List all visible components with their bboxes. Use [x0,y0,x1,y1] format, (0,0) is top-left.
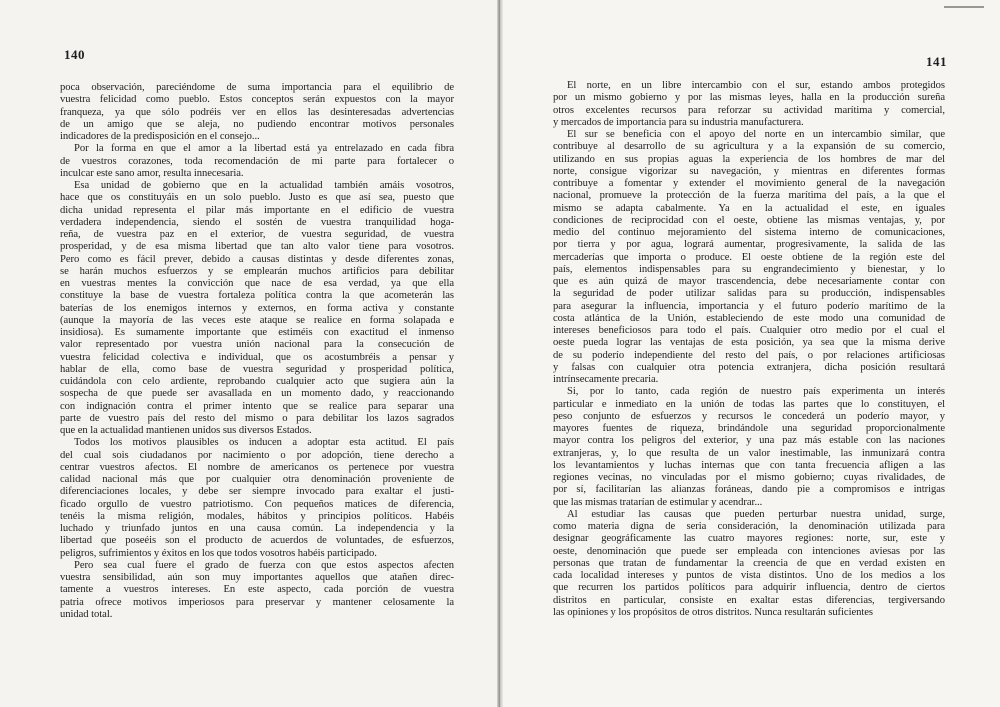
text-line: diferenciaciones locales, y debe ser siempre invocado para exaltar el justi- [60,486,454,498]
left-page-body-text [60,82,454,621]
text-line: insidiosa). Es sumamente importante que estiméis con exactitud el inmenso [60,327,454,338]
paragraph [60,143,454,180]
text-line: vuestra felicidad colectiva e individual, que os acostumbréis a pensar y [60,351,454,363]
text-line: Por la forma en que el amor a la libertad está ya entrelazado en cada fibra [74,143,454,155]
paragraph [60,437,454,560]
text-line: sospecha de que puede ser avasallada en un momento dado, y reaccionando [60,388,454,400]
text-line: norte, consigue vigorizar su navegación, y mientras en diferentes formas [553,165,945,177]
text-line: reña, de vuestra paz en el exterior, de vuestra seguridad, de vuestra [60,229,454,240]
text-line: mayores fuentes de riqueza, brindándole una seguridad proporcionalmente [553,423,945,434]
text-line: Todos los motivos plausibles os inducen a adoptar esta actitud. El país [74,437,454,449]
text-line: inculcar este sano amor, resulta innecesaria. [60,167,244,179]
text-line: Si, por lo tanto, cada región de nuestro país experimenta un interés [567,386,945,398]
paragraph [553,509,945,619]
text-line: peso conjunto de esfuerzos y recursos le concederá un poderío mayor, y [553,410,945,422]
paragraph [553,129,945,386]
text-line: constituye la base de vuestra fortaleza política contra la que acometerán las [60,290,454,302]
text-line: que es aún quizá de mayor trascendencia, debe necesariamente contar con [553,276,945,287]
text-line: extranjeras, y, lo que resulta de un valor inestimable, las inmunizará contra [553,447,945,459]
text-line: parte de vuestro país del resto del mismo o para debilitar los lazos sagrados [60,412,454,424]
text-line: que en la actualidad mantienen unidos sus diversos Estados. [60,425,312,436]
text-line: del cual sois ciudadanos por nacimiento o por adopción, tiene derecho a [60,449,454,461]
text-line: calidad nacional más que por cualquier otra denominación proveniente de [60,474,454,485]
paragraph [553,80,945,129]
text-line: nacional, promueve la protección de la fuerza marítima del país, a la que el [553,190,945,202]
text-line: que las mismas tratarían de estimular y acendrar... [553,496,763,508]
text-line: ficado orgullo de vuestro patriotismo. Con pequeños matices de diferencia, [60,498,454,510]
text-line: El norte, en un libre intercambio con el sur, estando ambos protegidos [567,80,945,91]
text-line: contribuye al desarrollo de su agricultura y a la expansión de su comercio, [553,141,945,153]
text-line: y falsas con cualquier otra potencia extranjera, dicha posición resultará [553,361,945,373]
text-line: distritos en particular, consiste en exaltar estas diferencias, tergiversando [553,594,945,606]
text-line: en vuestras mentes la convicción que nace de esa verdad, ya que ella [60,278,454,289]
text-line: se harán muchos esfuerzos y se emplearán muchos artificios para debilitar [60,265,454,277]
text-line: designar geográficamente las cuatro mayores regiones: norte, sur, este y [553,533,945,545]
text-line: por sí, facilitarían las alianzas foráneas, dando pie a compromisos e intrigas [553,484,945,496]
text-line: personas que tratan de fundamentar la creencia de que en verdad existen en [553,557,945,569]
text-line: verdadera independencia, siendo el sostén de vuestra tranquilidad hoga- [60,216,454,228]
text-line: cada localidad intereses y puntos de vista distintos. Uno de los medios a los [553,570,945,581]
text-line: y mercados de importancia para su industria manufacturera. [553,116,804,128]
text-line: por tierra y por agua, logrará aumentar, progresivamente, la salida de las [553,239,945,251]
text-line: país, elementos indispensables para su engrandecimiento y bienestar, y lo [553,263,945,275]
text-line: otros excelentes recursos para reforzar su actividad marítima y comercial, [553,104,945,116]
text-line: de un amigo que se aleja, no pudiendo encontrar motivos personales [60,118,454,130]
text-line: medio del continuo mejoramiento del sistema interno de comunicaciones, [553,227,945,238]
paragraph [60,180,454,437]
text-line: hablar de ella, como base de vuestra seguridad y prosperidad política, [60,363,454,375]
text-line: Esa unidad de gobierno que en la actualidad también amáis vosotros, [74,180,454,191]
text-line: peligros, sufrimientos y éxitos en los que todos vosotros habéis participado. [60,547,377,559]
text-line: contribuye a fomentar y extender el movimiento general de la navegación [553,178,945,189]
text-line: Pero sea cual fuere el grado de fuerza con que estos aspectos afecten [74,559,454,571]
text-line: unidad total. [60,608,113,620]
text-line: la seguridad de poder utilizar salidas para su producción, indispensables [553,288,945,300]
text-line: regiones vecinas, no vinculadas por el mismo gobierno; cuyas rivalidades, de [553,472,945,483]
text-line: poca observación, pareciéndome de suma importancia para el equilibrio de [60,82,454,93]
text-line: cuidándola con celo ardiente, reprobando cualquier acto que sugiera aún la [60,376,454,387]
text-line: tamente a vuestros intereses. En este aspecto, cada porción de vuestra [60,584,454,596]
text-line: como materia digna de seria consideración, la denominación utilizada para [553,521,945,532]
paragraph [60,82,454,143]
page-number-right: 141 [926,54,947,69]
text-line: tenéis la misma religión, modales, hábitos y principios políticos. Habéis [60,510,454,522]
text-line: utilizando en sus propias aguas la experiencia de los hombres de mar del [553,153,945,165]
text-line: (aunque la mayoría de las veces este ataque se realice en forma solapada e [60,314,454,326]
right-page-body-text [553,80,945,619]
text-line: centrar vuestros afectos. El nombre de americanos os pertenece por vuestra [60,461,454,473]
text-line: franqueza, ya que sólo podréis ver en ellos las desinteresadas advertencias [60,106,454,118]
text-line: los levantamientos y luchas internas que con tanta frecuencia afligen a las [553,459,945,471]
text-line: Al estudiar las causas que pueden perturbar nuestra unidad, surge, [567,508,945,520]
text-line: libertad que poseéis son el producto de acuerdos de voluntades, de esfuerzos, [60,535,454,547]
text-line: oeste, denominación que puede ser empleada con intenciones aviesas por las [553,545,945,557]
book-gutter [497,0,503,707]
scan-edge-mark [944,6,984,8]
text-line: que recurren los partidos políticos para adquirir influencia, dentro de ciertos [553,582,945,594]
text-line: dicha unidad representa el pilar más importante en el edificio de vuestra [60,204,454,216]
page-number-left: 140 [64,47,85,62]
text-line: valor representado por vuestra unión nacional para la consecución de [60,339,454,351]
text-line: para asegurar la influencia, importancia y el futuro poderío marítimo de la [553,300,945,312]
text-line: mayor contra los peligros del exterior, y una paz más estable con las naciones [553,435,945,447]
text-line: hace que os constituyáis en un solo pueblo. Justo es que así sea, puesto que [60,192,454,204]
text-line: Pero como es fácil prever, debido a causas distintas y desde diferentes zonas, [60,253,454,265]
text-line: particular e inmediato en la unión de todas las partes que lo constituyen, el [553,398,945,410]
text-line: vuestra felicidad como pueblo. Estos conceptos serán expuestos con la mayor [60,94,454,106]
text-line: baterías de los enemigos internos y externos, en forma activa y constante [60,302,454,314]
text-line: luchado y triunfado juntos en una causa común. La independencia y la [60,523,454,534]
text-line: intrínsecamente precaria. [553,374,659,385]
text-line: El sur se beneficia con el apoyo del norte en un intercambio similar, que [567,129,945,140]
text-line: patria ofrece motivos imperiosos para preservar y mantener celosamente la [60,596,454,608]
text-line: mercaderías que importa o produce. El oeste obtiene de la región este del [553,251,945,263]
paragraph [60,560,454,621]
text-line: las opiniones y los propósitos de otros distritos. Nunca resultarán suficientes [553,606,873,618]
text-line: prosperidad, y de esa misma libertad que tan alto valor tiene para vosotros. [60,241,454,253]
text-line: costa atlántica de la Unión, estableciendo de este modo una comunidad de [553,312,945,324]
text-line: indicadores de la predisposición en el consejo... [60,131,260,142]
text-line: por un mismo gobierno y por las mismas leyes, halla en la producción sureña [553,92,945,104]
text-line: de vuestros corazones, toda recomendación de mi parte para fortalecer o [60,155,454,167]
text-line: intereses beneficiosos para todo el país. Cualquier otro medio por el cual el [553,325,945,336]
text-line: mismo se adapta cabalmente. Ya en la actualidad el este, en iguales [553,202,945,214]
text-line: con indignación contra el primer intento que se realice para separar una [60,400,454,412]
text-line: de su poderío independiente del resto del país, o por relaciones artificiosas [553,349,945,361]
text-line: oeste pueda lograr las ventajas de esta posición, ya sea que la misma derive [553,337,945,349]
text-line: vuestra sensibilidad, aún son muy importantes aquellos que atañen direc- [60,572,454,583]
text-line: condiciones de reciprocidad con el oeste, obtiene las mismas ventajas, y, por [553,214,945,226]
paragraph [553,386,945,509]
